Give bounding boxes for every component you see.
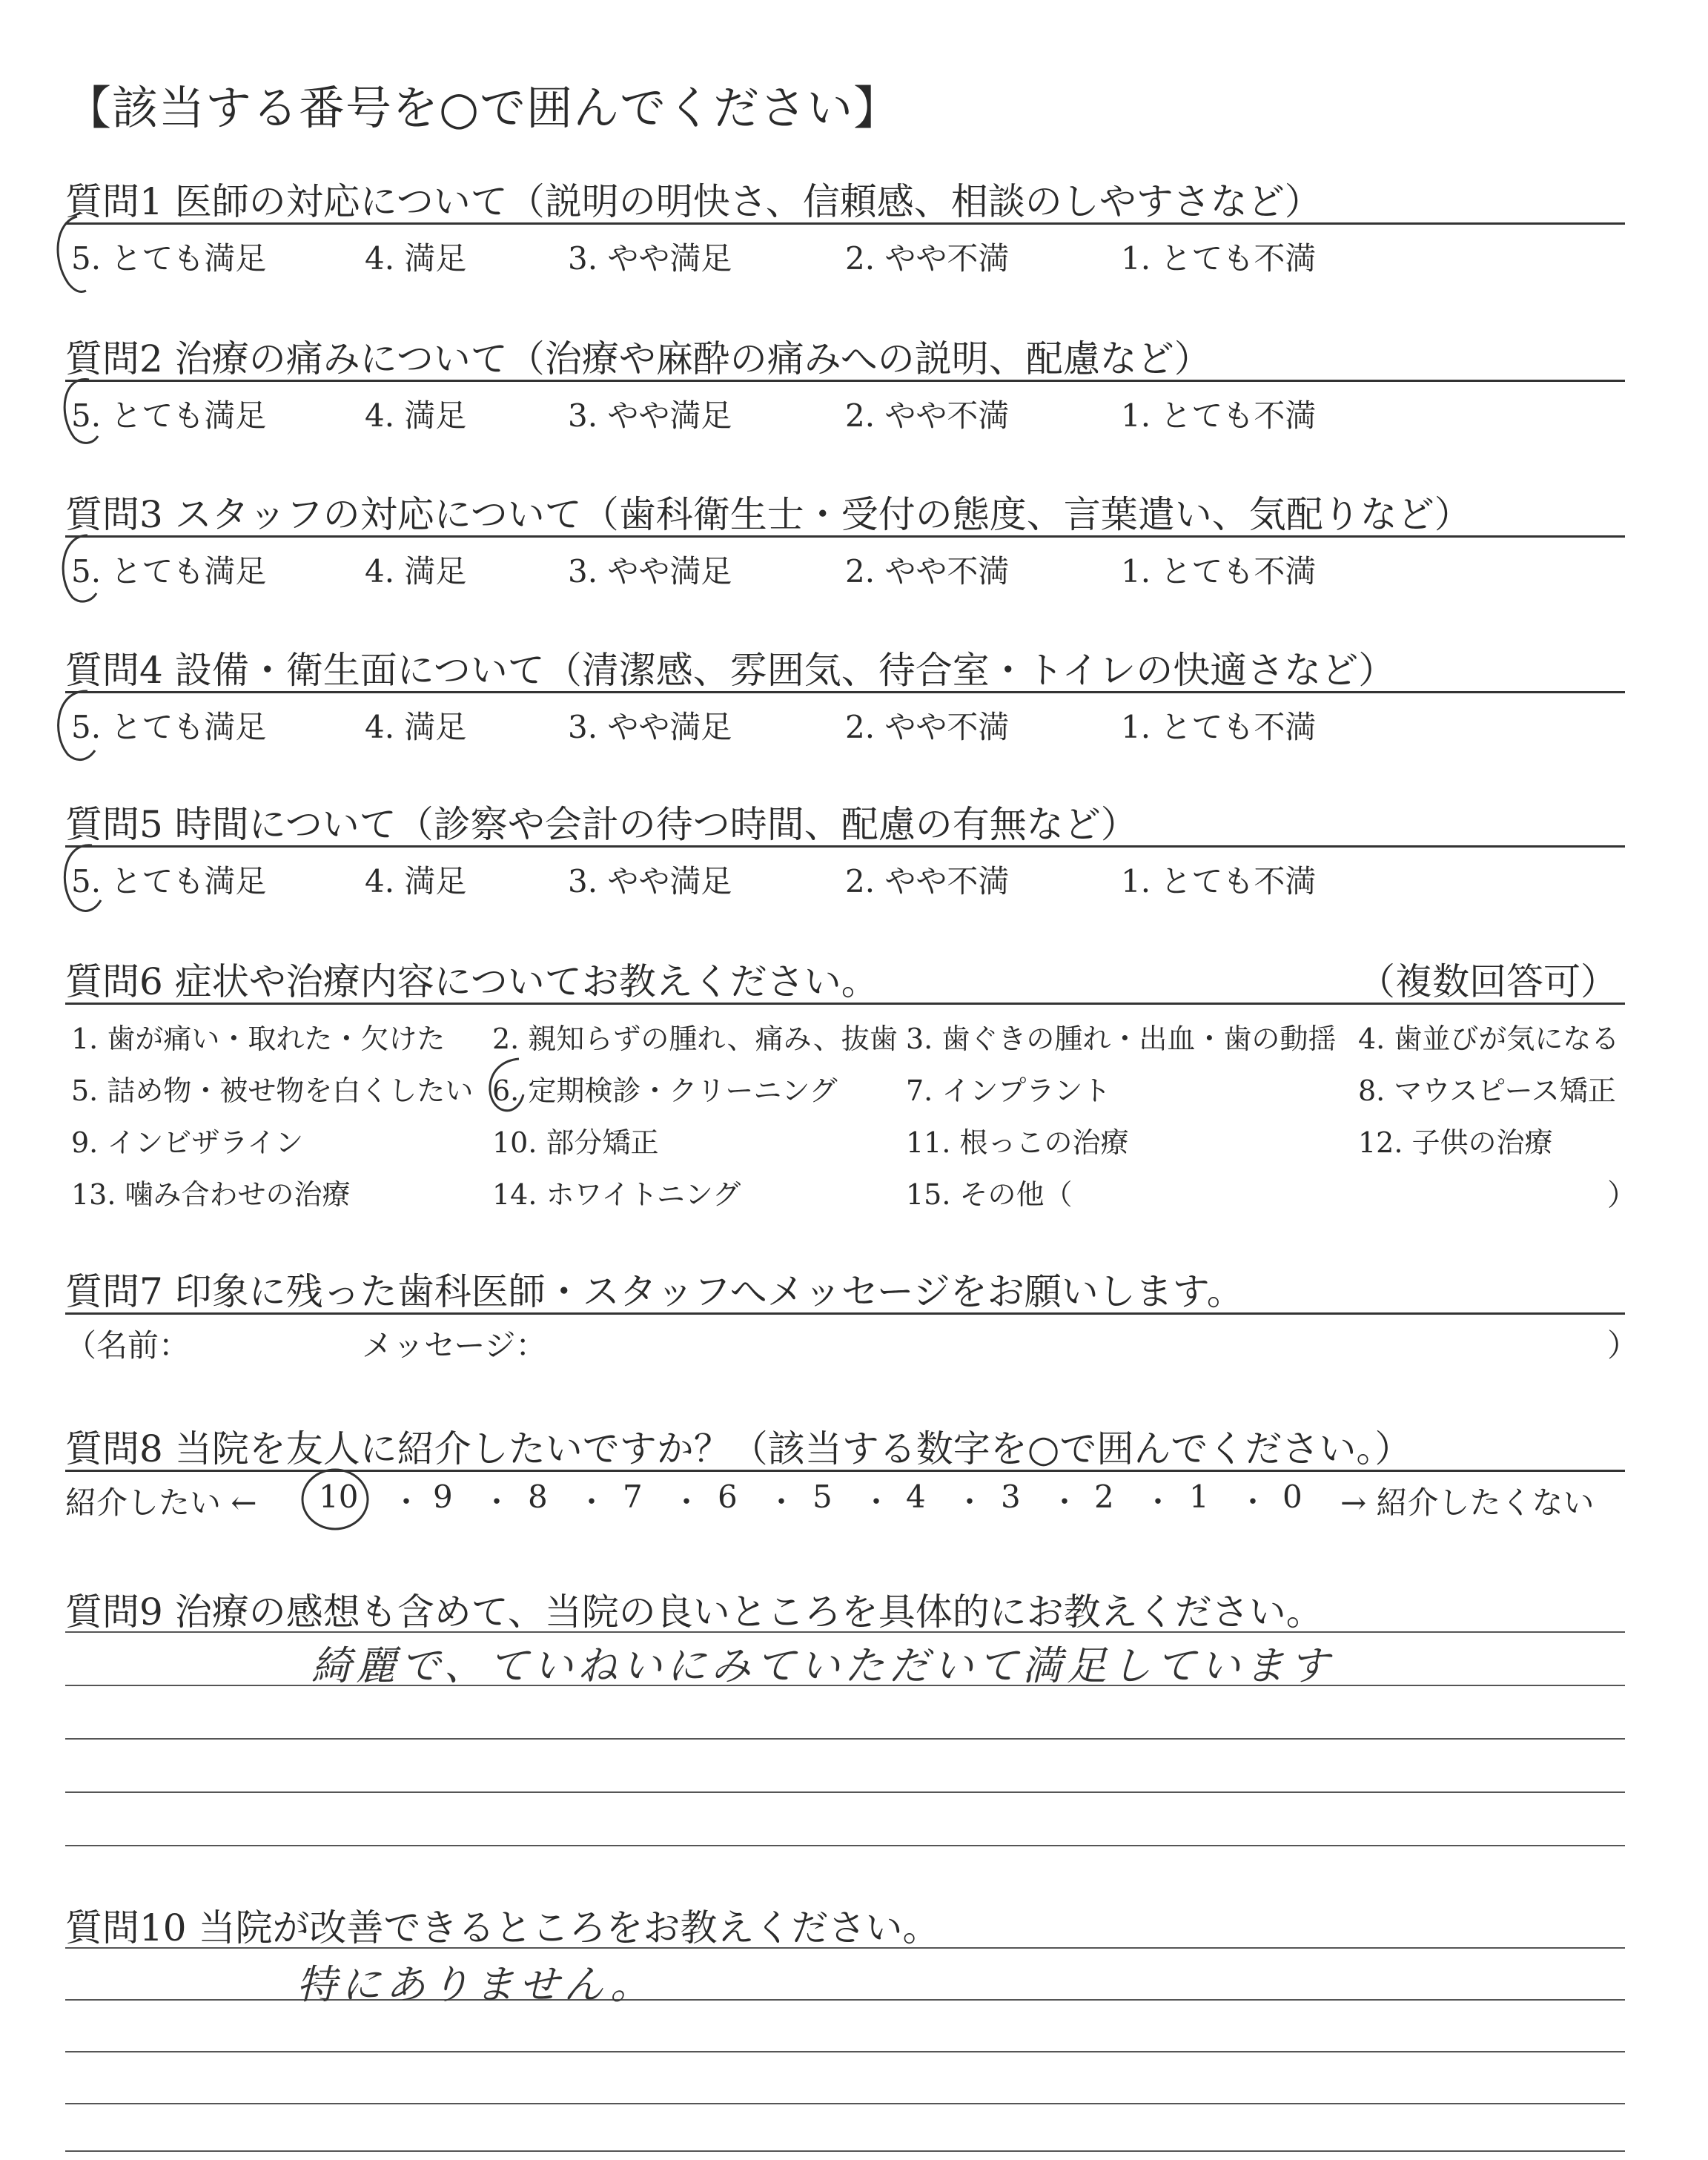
q8-separator: ・ (482, 1485, 512, 1519)
q8-scale-0[interactable]: 0 (1282, 1479, 1302, 1515)
q6-selection-circle (490, 1059, 523, 1111)
q8-scale-1[interactable]: 1 (1189, 1479, 1209, 1515)
question-1-title: 質問1 医師の対応について（説明の明快さ、信頼感、相談のしやすさなど） (65, 180, 1322, 223)
q5-option-2[interactable]: 2. やや不満 (845, 863, 1010, 899)
q9-handwritten-answer: 綺麗で、ていねいにみていただいて満足しています (311, 1642, 1334, 1689)
q8-separator: ・ (955, 1485, 984, 1519)
q8-scale-5[interactable]: 5 (812, 1479, 833, 1515)
q8-scale-4[interactable]: 4 (906, 1479, 926, 1515)
q6-item-12[interactable]: 12. 子供の治療 (1358, 1126, 1553, 1159)
q8-separator: ・ (1238, 1485, 1268, 1519)
question-6-title: 質問6 症状や治療内容についてお教えください。 (65, 960, 878, 1003)
q8-separator: ・ (577, 1485, 606, 1519)
question-10-title: 質問10 当院が改善できるところをお教えください。 (65, 1906, 940, 1949)
q5-selection-circle (64, 845, 101, 911)
q7-message-label: メッセージ： (362, 1327, 547, 1364)
q8-separator: ・ (1143, 1485, 1173, 1519)
q6-item-1[interactable]: 1. 歯が痛い・取れた・欠けた (71, 1023, 446, 1055)
q8-separator: ・ (672, 1485, 701, 1519)
q6-item-15[interactable]: 15. その他（ (906, 1178, 1073, 1211)
q1-option-4[interactable]: 4. 満足 (365, 240, 467, 277)
q8-scale-8[interactable]: 8 (528, 1479, 548, 1515)
q8-separator: ・ (767, 1485, 796, 1519)
q2-option-1[interactable]: 1. とても不満 (1121, 397, 1317, 434)
q8-separator: ・ (391, 1485, 421, 1519)
q6-item-9[interactable]: 9. インビザライン (71, 1126, 304, 1159)
q10-handwritten-answer: 特にありません。 (297, 1961, 655, 2008)
question-9-title: 質問9 治療の感想も含めて、当院の良いところを具体的にお教えください。 (65, 1591, 1323, 1634)
question-5-title: 質問5 時間について（診察や会計の待つ時間、配慮の有無など） (65, 803, 1138, 846)
q3-selection-circle (63, 535, 96, 601)
q4-option-4[interactable]: 4. 満足 (365, 709, 467, 745)
q6-item-11[interactable]: 11. 根っこの治療 (906, 1126, 1129, 1159)
q6-other-close-paren: ） (1607, 1178, 1637, 1212)
q2-option-3[interactable]: 3. やや満足 (568, 397, 732, 434)
q8-scale-3[interactable]: 3 (1001, 1479, 1021, 1515)
question-6-note: （複数回答可） (1358, 960, 1618, 1003)
q8-selection-circle (302, 1470, 368, 1529)
q1-option-5[interactable]: 5. とても満足 (71, 240, 267, 277)
q3-option-1[interactable]: 1. とても不満 (1121, 553, 1317, 589)
q2-option-4[interactable]: 4. 満足 (365, 397, 467, 434)
q4-selection-circle (59, 691, 95, 760)
q5-option-1[interactable]: 1. とても不満 (1121, 863, 1317, 899)
q2-option-2[interactable]: 2. やや不満 (845, 397, 1010, 434)
q2-selection-circle (64, 380, 98, 443)
q8-scale-10[interactable]: 10 (319, 1479, 359, 1515)
q5-option-5[interactable]: 5. とても満足 (71, 863, 267, 899)
q6-item-10[interactable]: 10. 部分矯正 (492, 1126, 659, 1159)
q3-option-2[interactable]: 2. やや不満 (845, 553, 1010, 589)
q8-scale-7[interactable]: 7 (623, 1479, 643, 1515)
q1-option-2[interactable]: 2. やや不満 (845, 240, 1010, 277)
q4-option-5[interactable]: 5. とても満足 (71, 709, 267, 745)
q2-option-5[interactable]: 5. とても満足 (71, 397, 267, 434)
q5-option-3[interactable]: 3. やや満足 (568, 863, 732, 899)
q8-scale-6[interactable]: 6 (718, 1479, 738, 1515)
question-3-title: 質問3 スタッフの対応について（歯科衛生士・受付の態度、言葉遣い、気配りなど） (65, 493, 1472, 536)
q6-item-13[interactable]: 13. 噛み合わせの治療 (71, 1178, 351, 1211)
q6-item-5[interactable]: 5. 詰め物・被せ物を白くしたい (71, 1074, 474, 1107)
q6-item-2[interactable]: 2. 親知らずの腫れ、痛み、抜歯 (492, 1023, 898, 1055)
q1-option-3[interactable]: 3. やや満足 (568, 240, 732, 277)
q7-close-paren: ） (1607, 1327, 1639, 1364)
q8-scale-2[interactable]: 2 (1094, 1479, 1114, 1515)
q4-option-1[interactable]: 1. とても不満 (1121, 709, 1317, 745)
q3-option-5[interactable]: 5. とても満足 (71, 553, 267, 589)
question-4-title: 質問4 設備・衛生面について（清潔感、雰囲気、待合室・トイレの快適さなど） (65, 649, 1396, 692)
question-8-title: 質問8 当院を友人に紹介したいですか？（該当する数字を○で囲んでください。） (65, 1427, 1412, 1470)
q8-separator: ・ (861, 1485, 891, 1519)
question-2-title: 質問2 治療の痛みについて（治療や麻酔の痛みへの説明、配慮など） (65, 337, 1211, 380)
page-header: 【該当する番号を○で囲んでください】 (65, 81, 901, 135)
q6-item-14[interactable]: 14. ホワイトニング (492, 1178, 741, 1211)
q8-scale-9[interactable]: 9 (433, 1479, 453, 1515)
q8-left-label: 紹介したい ← (65, 1484, 257, 1521)
q3-option-3[interactable]: 3. やや満足 (568, 553, 732, 589)
q7-name-label: （名前： (65, 1327, 191, 1364)
q1-selection-circle (58, 217, 86, 292)
q6-item-6[interactable]: 6. 定期検診・クリーニング (492, 1074, 838, 1107)
q4-option-2[interactable]: 2. やや不満 (845, 709, 1010, 745)
q4-option-3[interactable]: 3. やや満足 (568, 709, 732, 745)
q6-item-4[interactable]: 4. 歯並びが気になる (1358, 1023, 1620, 1055)
q1-option-1[interactable]: 1. とても不満 (1121, 240, 1317, 277)
q6-item-3[interactable]: 3. 歯ぐきの腫れ・出血・歯の動揺 (906, 1023, 1337, 1055)
q8-right-label: → 紹介したくない (1340, 1484, 1595, 1521)
q6-item-7[interactable]: 7. インプラント (906, 1074, 1111, 1107)
q8-separator: ・ (1050, 1485, 1079, 1519)
question-7-title: 質問7 印象に残った歯科医師・スタッフへメッセージをお願いします。 (65, 1270, 1244, 1313)
q3-option-4[interactable]: 4. 満足 (365, 553, 467, 589)
q6-item-8[interactable]: 8. マウスピース矯正 (1358, 1074, 1616, 1107)
q5-option-4[interactable]: 4. 満足 (365, 863, 467, 899)
